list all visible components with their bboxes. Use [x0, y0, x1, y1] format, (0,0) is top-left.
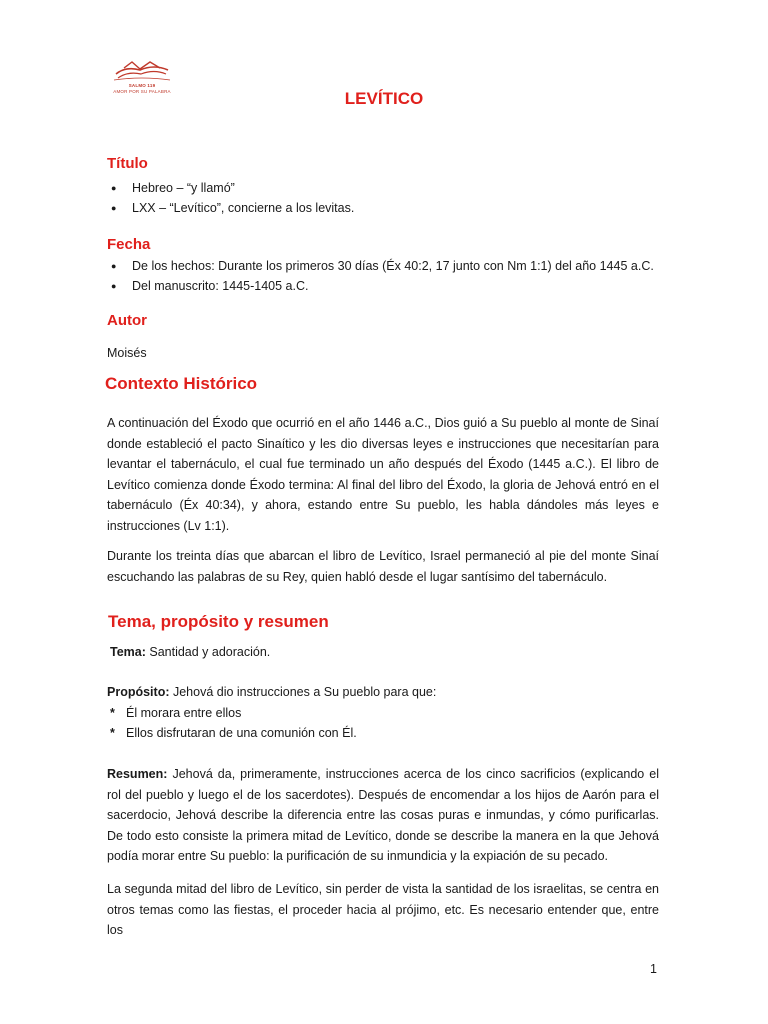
- proposito-text: Jehová dio instrucciones a Su pueblo para que:: [169, 685, 437, 699]
- list-item: ● Hebreo – “y llamó”: [108, 178, 354, 198]
- logo-subtext: AMOR POR SU PALABRA: [113, 89, 171, 94]
- list-item: * Él morara entre ellos: [108, 703, 357, 723]
- autor-text: Moisés: [107, 346, 147, 360]
- fecha-list: [108, 256, 654, 296]
- resumen-label: Resumen:: [107, 767, 168, 781]
- proposito-label: Propósito:: [107, 685, 170, 699]
- contexto-paragraph-2: Durante los treinta días que abarcan el libro de Levítico, Israel permaneció al pie del monte Sinaí escuchando las palabras de su Rey, quien habló desde el lugar santísimo del tabernáculo.: [107, 549, 659, 584]
- resumen-text: Jehová da, primeramente, instrucciones acerca de los cinco sacrificios (explicando el rol del pueblo y luego el de los sacerdotes). Después de encomendar a los hijos de Aarón para el sacerdocio, Jehová describe la diferencia entre las cosas puras e inmundas, y cómo purificarlas. De todo esto consiste la primera mitad de Levítico, donde se describe la manera en la que Jehová podía morar entre Su pueblo: la purificación de su inmundicia y la expiación de su pecado.: [107, 767, 659, 863]
- book-logo-icon: [112, 56, 172, 84]
- list-item: ● De los hechos: Durante los primeros 30 días (Éx 40:2, 17 junto con Nm 1:1) del año 1445 a.C.: [108, 256, 654, 276]
- tema-heading: Tema, propósito y resumen: [108, 612, 329, 631]
- resumen-paragraph: [107, 764, 659, 867]
- tema-line: [110, 645, 270, 659]
- fecha-heading: Fecha: [107, 236, 151, 253]
- list-item: * Ellos disfrutaran de una comunión con Él.: [108, 723, 357, 743]
- tema-label: Tema:: [110, 645, 146, 659]
- logo-text: SALMO 119: [128, 83, 156, 88]
- page-number: 1: [650, 962, 657, 976]
- document-title: LEVÍTICO: [344, 89, 424, 108]
- tema-text: Santidad y adoración.: [145, 645, 271, 659]
- titulo-list: [108, 178, 354, 218]
- list-item: ● LXX – “Levítico”, concierne a los levitas.: [108, 198, 354, 218]
- contexto-paragraph-1: A continuación del Éxodo que ocurrió en el año 1446 a.C., Dios guió a Su pueblo al monte de Sinaí donde estableció el pacto Sinaítico y les dio diversas leyes e instrucciones que necesitarían para levantar el tabernáculo, el cual fue terminado un año después del Éxodo (1445 a.C.). El libro de Levítico comienza donde Éxodo termina: Al final del libro del Éxodo, la gloria de Jehová entró en el tabernáculo (Éx 40:34), y ahora, estando entre Su pueblo, les habla dándoles más leyes e instrucciones (Lv 1:1).: [107, 416, 659, 533]
- autor-heading: Autor: [107, 312, 147, 329]
- proposito-line: [107, 685, 436, 699]
- titulo-heading: Título: [107, 155, 148, 172]
- list-item: ● Del manuscrito: 1445-1405 a.C.: [108, 276, 654, 296]
- proposito-list: [108, 703, 357, 743]
- segunda-mitad-paragraph: La segunda mitad del libro de Levítico, sin perder de vista la santidad de los israelitas, se centra en otros temas como las fiestas, el proceder hacia al prójimo, etc. Es necesario entender que, entre los: [107, 882, 659, 937]
- contexto-heading: Contexto Histórico: [105, 374, 258, 393]
